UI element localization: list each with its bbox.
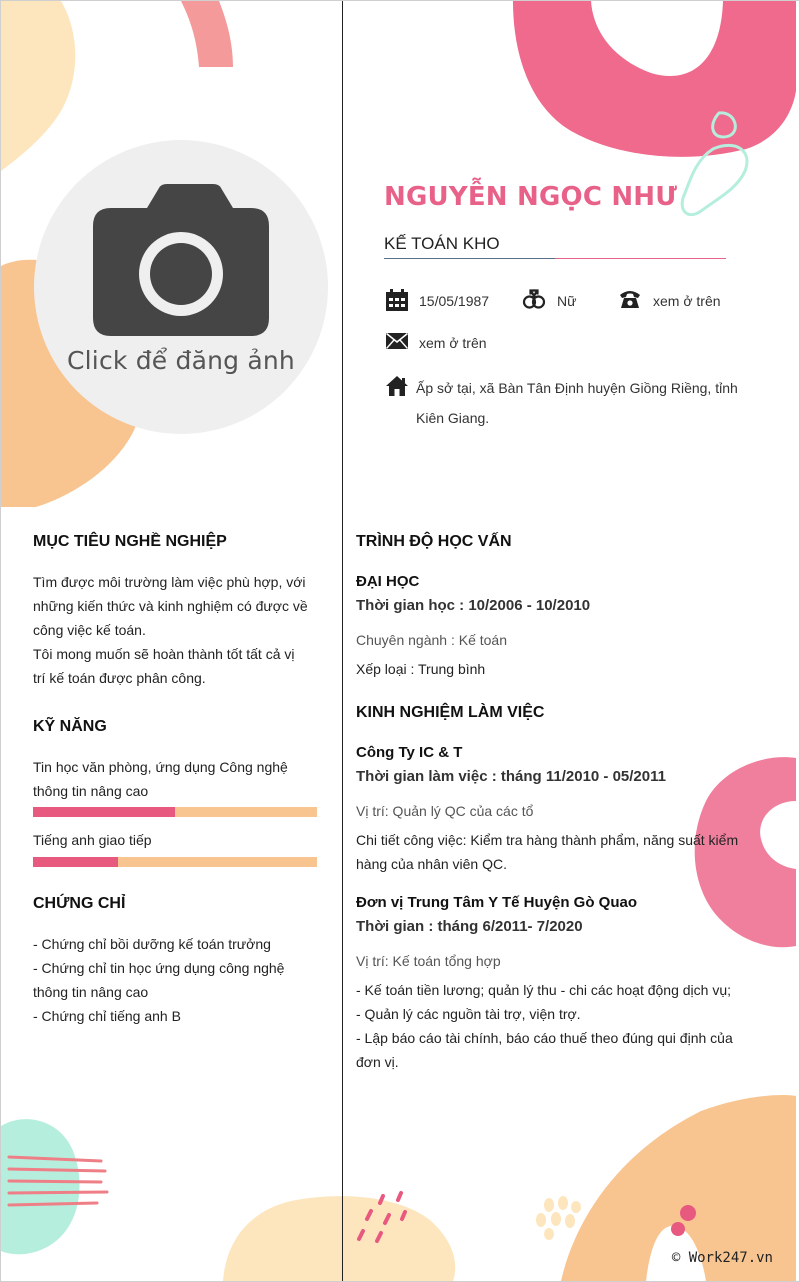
certificate-line: thông tin nâng cao [33,984,149,1000]
objective-line: những kiến thức và kinh nghiệm có được về [33,598,308,614]
job-1-period: Thời gian làm việc : tháng 11/2010 - 05/2011 [356,768,666,785]
job-detail-line: hàng của nhân viên QC. [356,856,507,872]
job-detail-line: - Kế toán tiền lương; quản lý thu - chi các hoạt động dịch vụ; [356,982,731,998]
job-detail-line: Chi tiết công việc: Kiểm tra hàng thành phẩm, năng suất kiểm [356,832,739,848]
gender-icon [522,287,546,311]
objective-line: Tôi mong muốn sẽ hoàn thành tốt tất cả vị [33,646,295,662]
job-2-position: Vị trí: Kế toán tổng hợp [356,953,501,969]
job-2-details [356,978,786,1074]
phone-icon [619,289,641,309]
skill-1-fill [33,807,175,817]
envelope-icon [386,333,408,349]
skill-1-bar [33,807,317,817]
job-1-position: Vị trí: Quản lý QC của các tổ [356,803,534,819]
certificates-title: CHỨNG CHỈ [33,895,126,912]
experience-title: KINH NGHIỆM LÀM VIỆC [356,704,545,721]
education-school: ĐẠI HỌC [356,573,420,590]
education-period: Thời gian học : 10/2006 - 10/2010 [356,597,591,614]
photo-upload-label: Click để đăng ảnh [67,346,295,375]
objective-line: trí kế toán được phân công. [33,670,206,686]
home-icon [386,376,408,396]
phone-value: xem ở trên [653,293,721,309]
objective-text [33,570,333,690]
education-grade: Xếp loại : Trung bình [356,661,486,677]
certificate-line: - Chứng chỉ tiếng anh B [33,1008,181,1024]
gender-value: Nữ [557,293,577,309]
email-value: xem ở trên [419,335,487,351]
objective-line: công việc kế toán. [33,622,146,638]
objective-line: Tìm được môi trường làm việc phù hợp, với [33,574,306,590]
job-2-company: Đơn vị Trung Tâm Y Tế Huyện Gò Quao [356,894,637,911]
job-2-period: Thời gian : tháng 6/2011- 7/2020 [356,918,583,935]
address-line-2: Kiên Giang. [416,410,490,426]
job-title: KẾ TOÁN KHO [384,234,500,253]
avatar-upload[interactable] [34,140,328,434]
job-detail-line: - Quản lý các nguồn tài trợ, viện trợ. [356,1006,581,1022]
footer-credit: © Work247.vn [671,1250,773,1266]
column-divider [342,1,343,1281]
skill-line: Tiếng anh giao tiếp [33,832,152,848]
skill-2-label [33,828,333,852]
job-detail-line: đơn vị. [356,1054,399,1070]
skill-line: thông tin nâng cao [33,783,149,799]
camera-icon [93,184,269,336]
skill-1-label [33,755,333,803]
skill-line: Tin học văn phòng, ứng dụng Công nghệ [33,759,288,775]
address-line-1: Ấp sở tại, xã Bàn Tân Định huyện Giồng Riềng, tỉnh [416,380,738,396]
objective-title: MỤC TIÊU NGHỀ NGHIỆP [33,533,227,550]
candidate-name: NGUYỄN NGỌC NHƯ [384,182,678,212]
birthday-value: 15/05/1987 [419,293,490,309]
job-1-details [356,828,786,876]
certificate-line: - Chứng chỉ tin học ứng dụng công nghệ [33,960,285,976]
skill-2-bar [33,857,317,867]
education-major: Chuyên ngành : Kế toán [356,632,508,648]
certificates-list [33,932,333,1028]
title-underline [384,258,726,259]
skills-title: KỸ NĂNG [33,718,107,735]
job-1-company: Công Ty IC & T [356,744,463,761]
skill-2-fill [33,857,118,867]
certificate-line: - Chứng chỉ bồi dưỡng kế toán trưởng [33,936,271,952]
calendar-icon [386,289,408,311]
job-detail-line: - Lập báo cáo tài chính, báo cáo thuế theo đúng qui định của [356,1030,733,1046]
education-title: TRÌNH ĐỘ HỌC VẤN [356,533,512,550]
